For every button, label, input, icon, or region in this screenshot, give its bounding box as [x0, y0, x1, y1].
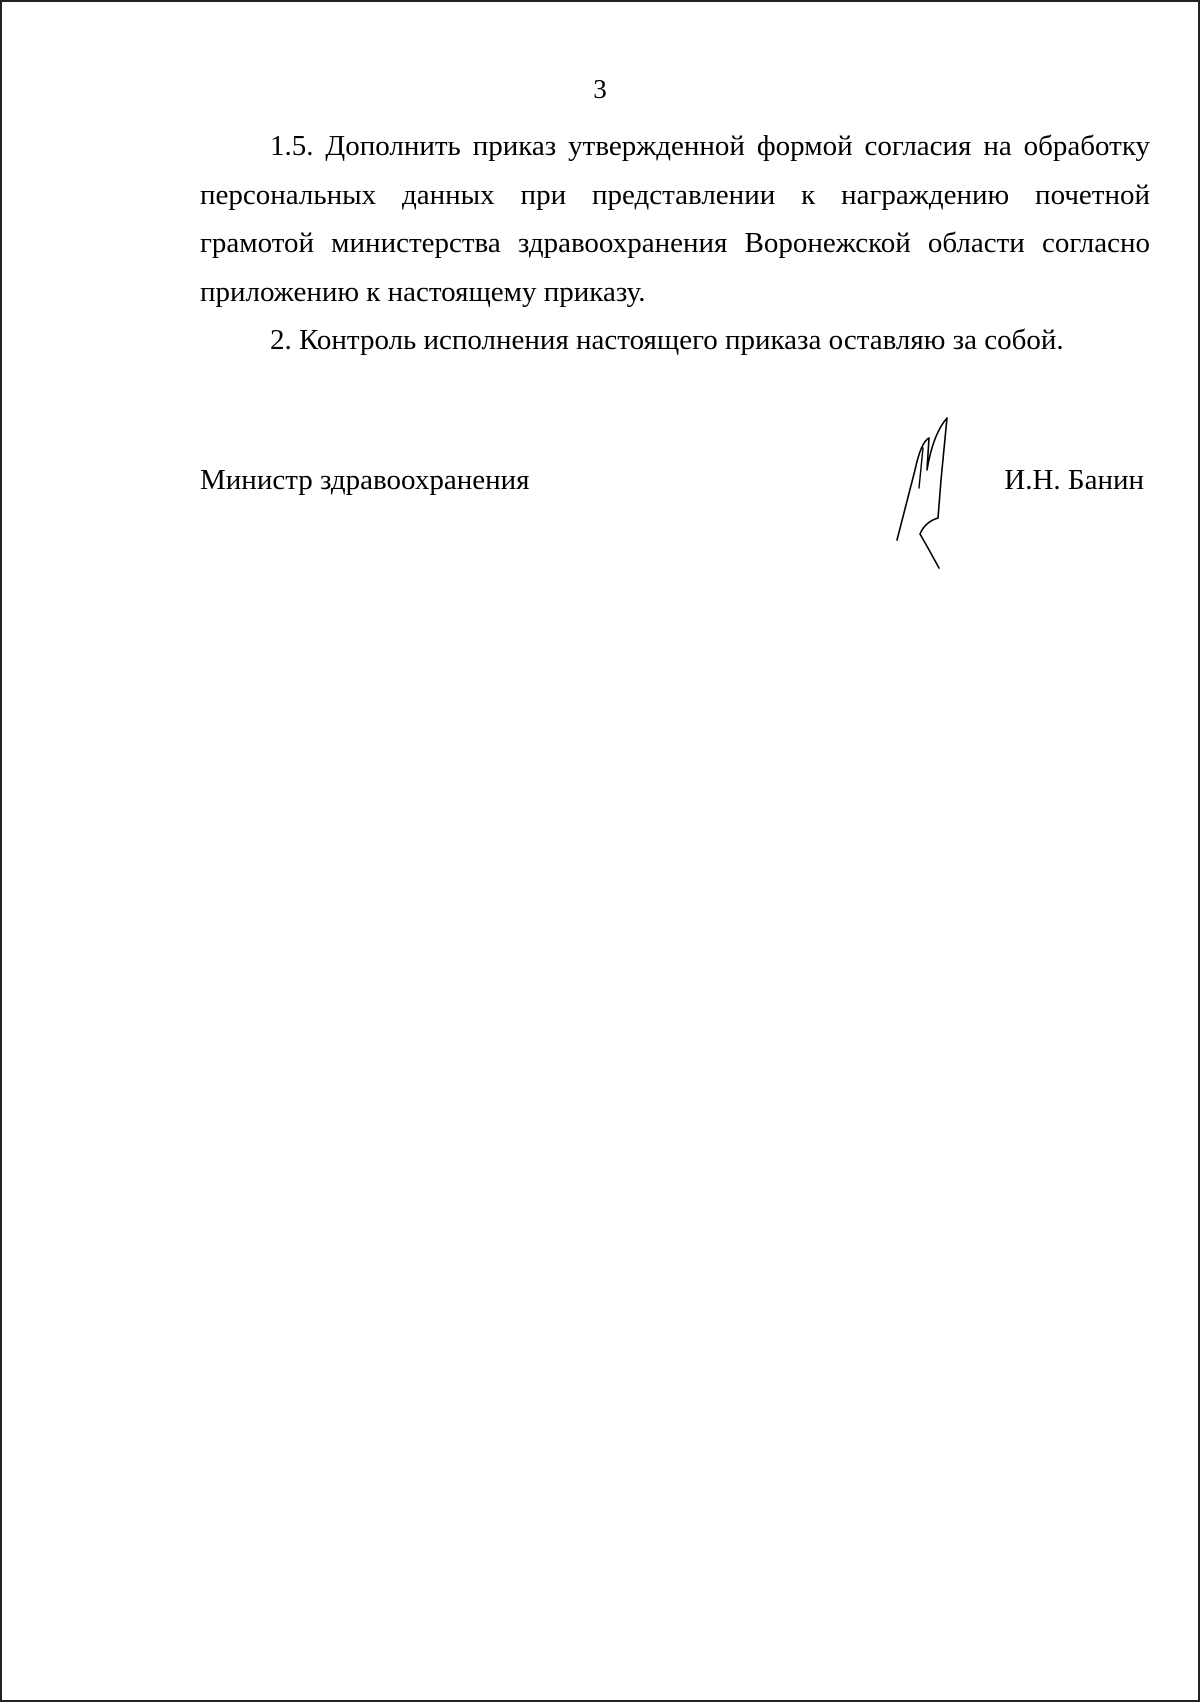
scan-edge-left — [0, 0, 2, 1702]
page-number: 3 — [593, 74, 607, 104]
scan-edge-top — [0, 0, 1200, 2]
signature-block — [200, 460, 1150, 500]
signatory-name: И.Н. Банин — [1004, 464, 1144, 496]
paragraph-2: 2. Контроль исполнения настоящего приказа оставляю за собой. — [270, 324, 1064, 356]
paragraph-1-5: 1.5. Дополнить приказ утвержденной формой согласия на обработку персональных данных при представлении к награждению почетной грамотой министерства здравоохранения Воронежской области согласно приложению к настоящему приказу. — [200, 130, 1150, 308]
handwritten-signature-icon — [895, 410, 975, 575]
signatory-title: Министр здравоохранения — [200, 464, 530, 496]
document-body — [200, 122, 1150, 365]
